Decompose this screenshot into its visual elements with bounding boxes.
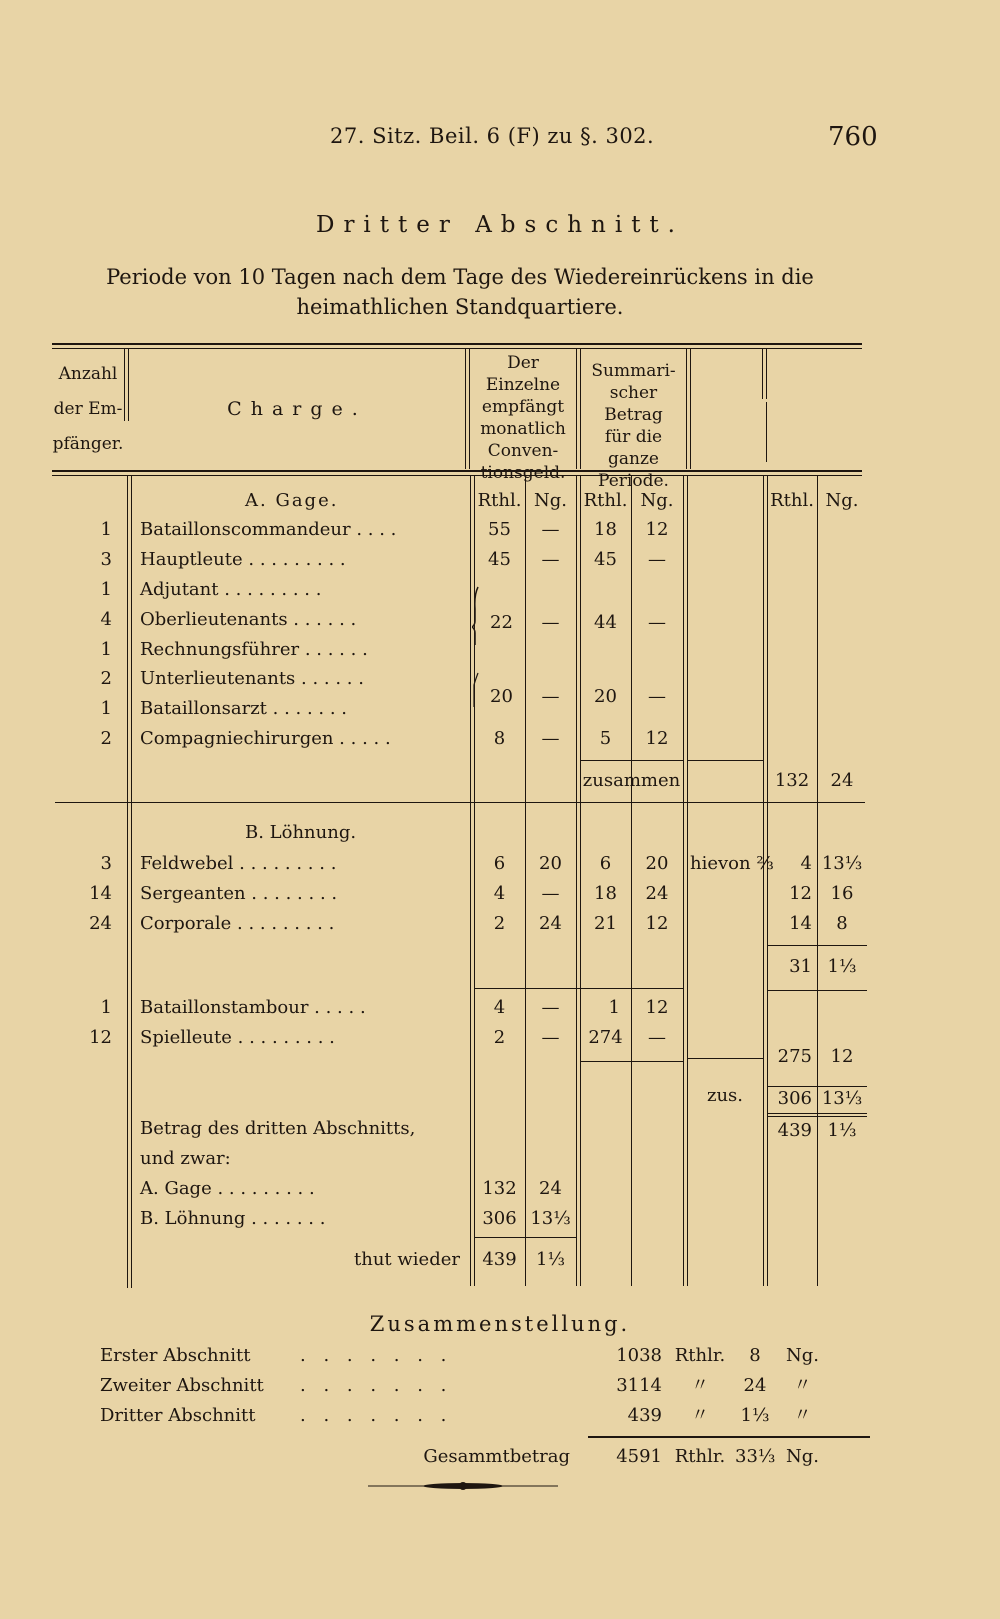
header-einzelne: Der Einzelne empfängt monatlich Conven- tionsgeld. bbox=[480, 353, 566, 483]
loehnung-subtotal-rthl: 31 bbox=[789, 956, 812, 977]
gage-total-rthl: 132 bbox=[774, 770, 810, 791]
zusammenstellung-heading: Zusammenstellung. bbox=[369, 1312, 631, 1336]
betrag-total-ng: 1⅓ bbox=[827, 1120, 857, 1141]
gage-total-label: zusammen bbox=[582, 770, 681, 791]
musik-total-ng: 12 bbox=[830, 1046, 854, 1067]
gage-total-ng: 24 bbox=[830, 770, 854, 791]
page-number: 760 bbox=[828, 122, 878, 152]
betrag-label: Betrag des dritten Abschnitts, bbox=[140, 1118, 416, 1139]
loehnung-subtotal-ng: 1⅓ bbox=[827, 956, 857, 977]
zus-total-ng: 13⅓ bbox=[821, 1088, 863, 1109]
section-subtitle: Periode von 10 Tagen nach dem Tage des Wiedereinrückens in die heimathlichen Standquartiere. bbox=[106, 265, 814, 319]
header-summarischer-betrag: Summari- scher Betrag für die ganze Periode. bbox=[591, 361, 676, 491]
document-page: 27. Sitz. Beil. 6 (F) zu §. 302. 760 Dritter Abschnitt. Periode von 10 Tagen nach dem Tage des Wiedereinrückens in die heimathlichen Standquartiere. Anzahl der Em- pfänger. Charge. Der Einzelne empfängt monatlich Conven- tionsgeld. Summari- scher Betrag für die ganze Periode. Rthl. Ng. Rthl. Ng. Rthl. Ng. A. Gage. 1 Bataillonscommandeur . . . . 55 — 18 12 3 Hauptleute . . . . . . . . . 45 — 45 — 1 Adjutant . . . . . . . . . 4 Oberlieutenants . . . . . . 22 — 44 — 1 Rechnungsführer . . . . . . 2 Unterlieutenants . . . . . . 1 Bataillonsarzt . . . . . . . 20 — 20 — 2 Compagniechirurgen . . . . . 8 — 5 12 zusammen 132 24 B. Löhnung. 3 Feldwebel . . . . . . . . . 6 20 6 20 hievon ⅔ 4 13⅓ 14 Sergeanten . . . . . . . . 4 — 18 24 12 16 24 Corporale . . . . . . . . . 2 24 21 12 14 8 31 1⅓ 1 Bataillonstambour . . . . . 4 — 1 12 12 Spielleute . . . . . . . . . 2 — 274 — 275 12 zus. 306 13⅓ Betrag des dritten Abschnitts, 439 1⅓ und zwar: A. Gage . . . . . . . . . 132 24 B. Löhnung . . . . . . . 306 13⅓ thut wieder 439 1⅓ Zusammenstellung. Erster Abschnitt . . . . . . . 1038 Rthlr. 8 Ng. Zweiter Abschnitt . . . . . . . 3114 〃 24 〃 Dritter Abschnitt . . . . . . . 439 〃 1⅓ 〃 Gesammtbetrag 4591 Rthlr. 33⅓ Ng. bbox=[0, 0, 1000, 1619]
page-header-reference: 27. Sitz. Beil. 6 (F) zu §. 302. bbox=[330, 124, 655, 148]
header-anzahl: Anzahl der Em- pfänger. bbox=[52, 364, 124, 454]
section-title: Dritter Abschnitt. bbox=[316, 212, 684, 238]
betrag-total-rthl: 439 bbox=[777, 1120, 812, 1141]
zus-total-rthl: 306 bbox=[777, 1088, 812, 1109]
brace-marks bbox=[472, 585, 482, 725]
zus-label: zus. bbox=[706, 1085, 744, 1106]
header-charge: Charge. bbox=[227, 398, 367, 420]
ornament-divider bbox=[368, 1480, 558, 1492]
loehnung-heading: B. Löhnung. bbox=[245, 822, 357, 843]
gage-heading: A. Gage. bbox=[245, 490, 339, 511]
betrag-und-zwar: und zwar: bbox=[140, 1148, 231, 1169]
summary-total-rule bbox=[588, 1436, 870, 1438]
musik-total-rthl: 275 bbox=[777, 1046, 812, 1067]
